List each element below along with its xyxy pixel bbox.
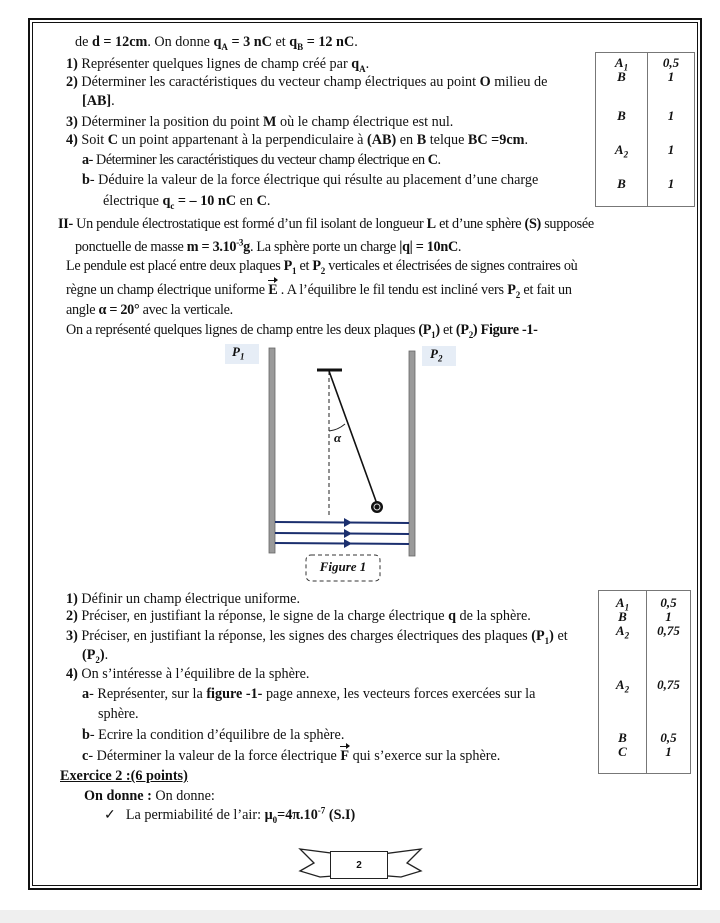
- charge-qa: $q_A = 3$ nC: [213, 34, 272, 52]
- score-points-value: 1: [667, 69, 675, 84]
- question-2-line-2: [AB].: [82, 93, 115, 109]
- question-number: 1): [66, 56, 78, 72]
- field-lines: [275, 518, 409, 548]
- text: et: [271, 34, 290, 50]
- score-points-value: 0,5: [660, 595, 677, 610]
- p2-question-4: 4) On s’intéresse à l’équilibre de la sphère.: [66, 666, 310, 682]
- field-line: [275, 543, 409, 544]
- score-points-value: 1: [665, 744, 672, 759]
- question-4b-line-2: électrique $q_c$ = – 10 nC en C.: [103, 193, 271, 211]
- part2-line-5: angle α = 20° avec la verticale.: [66, 302, 233, 318]
- charge-qb: $q_B = 12$ nC: [289, 34, 355, 52]
- pendulum-diagram: [220, 340, 460, 590]
- p1-label: $P_1$: [232, 344, 245, 362]
- score-levels: [599, 591, 647, 773]
- question-1: 1) Représenter quelques lignes de champ créé par $q_A$.: [66, 56, 370, 74]
- score-level: B: [617, 176, 626, 191]
- score-points: [647, 591, 690, 773]
- p2-question-4a: a- Représenter, sur la figure -1- page annexe, les vecteurs forces exercées sur la: [82, 686, 536, 702]
- score-points: [648, 53, 694, 206]
- score-level: B: [617, 108, 626, 123]
- p2-question-4a-line-2: sphère.: [98, 706, 139, 722]
- question-number: 2): [66, 74, 78, 90]
- question-4a: a- Déterminer les caractéristiques du vecteur champ électrique en C.: [82, 152, 441, 168]
- score-points-value: 0,5: [662, 55, 680, 70]
- score-points-value: 1: [667, 108, 675, 123]
- permeability-item: ✓ La permiabilité de l’air: $\mu_0=4\pi.10^{-7}$ (S.I): [104, 805, 356, 825]
- on-donne-line: On donne : On donne:: [84, 788, 215, 804]
- part2-line-6: On a représenté quelques lignes de champ entre les deux plaques $(P_1)$ et $(P_2)$ Figure -1-: [66, 322, 538, 340]
- text: de: [75, 34, 92, 50]
- field-vector-E: E: [268, 282, 278, 298]
- score-table-part2: [598, 590, 691, 774]
- field-arrow-icon: [344, 539, 352, 548]
- field-arrow-icon: [344, 529, 352, 538]
- field-line: [275, 533, 409, 534]
- question-4b: b- Déduire la valeur de la force électrique qui résulte au placement d’une charge: [82, 172, 539, 188]
- score-level: $A_1$: [614, 55, 629, 73]
- score-level: $A_1$: [615, 595, 630, 613]
- score-level: C: [618, 744, 627, 759]
- score-level: $A_2$: [615, 677, 630, 695]
- intro-line: de d = 12cm. On donne $q_A = 3$ nC et $q_B = 12$ nC.: [75, 34, 358, 52]
- field-arrow-icon: [344, 518, 352, 527]
- p2-question-4c: c- Déterminer la valeur de la force électrique F qui s’exerce sur la sphère.: [82, 748, 501, 764]
- sphere-s: [371, 501, 383, 513]
- p2-question-3: 3) Préciser, en justifiant la réponse, les signes des charges électriques des plaques $(P_1)$ et: [66, 628, 568, 646]
- score-level: $A_2$: [614, 142, 629, 160]
- distance-value: d = 12cm: [91, 34, 148, 50]
- plate-p2: [409, 351, 415, 556]
- p2-question-1: 1) Définir un champ électrique uniforme.: [66, 591, 301, 607]
- score-table-part1: [595, 52, 695, 207]
- score-level: B: [618, 609, 627, 624]
- part2-line-2: ponctuelle de masse $m = 3.10^{-3}g$. La sphère porte un charge |q| = 10nC.: [75, 237, 462, 255]
- p2-question-2: 2) Préciser, en justifiant la réponse, le signe de la charge électrique q de la sphère.: [66, 608, 531, 624]
- field-line: [275, 522, 409, 523]
- score-points-value: 0,75: [657, 677, 680, 692]
- score-points-value: 1: [665, 609, 672, 624]
- page-number: 2: [330, 851, 388, 879]
- p2-question-4b: b- Ecrire la condition d’équilibre de la sphère.: [82, 727, 345, 743]
- question-3: 3) Déterminer la position du point M où le champ électrique est nul.: [66, 114, 454, 130]
- figure-caption: Figure 1: [319, 559, 367, 574]
- question-2: 2) Déterminer les caractéristiques du vecteur champ électriques au point O milieu de: [66, 74, 548, 90]
- text: . On donne: [147, 34, 214, 50]
- score-points-value: 0,5: [660, 730, 677, 745]
- figure-1: [220, 340, 460, 590]
- alpha-label: α: [334, 430, 342, 445]
- p2-label: $P_2$: [430, 346, 443, 364]
- score-points-value: 1: [667, 176, 675, 191]
- viewer-bottom-bar: [0, 910, 720, 923]
- score-levels: [596, 53, 648, 206]
- question-number: 3): [66, 114, 78, 130]
- check-icon: ✓: [104, 807, 116, 823]
- force-vector-F: F: [340, 748, 350, 764]
- score-level: B: [617, 69, 626, 84]
- question-4: 4) Soit C un point appartenant à la perpendiculaire à (AB) en B telque BC =9cm.: [66, 132, 529, 148]
- score-level: $A_2$: [615, 623, 630, 641]
- exercise-2-title: Exercice 2 :(6 points): [60, 768, 188, 784]
- question-number: 4): [66, 132, 78, 148]
- part2-line-4: règne un champ électrique uniforme E . A l’équilibre le fil tendu est incliné vers $P_2$ et fait un: [66, 282, 572, 300]
- score-points-value: 1: [667, 142, 675, 157]
- score-level: B: [618, 730, 627, 745]
- section-heading: II-: [58, 216, 73, 232]
- plate-p1: [269, 348, 275, 553]
- part2-line-1: II- Un pendule électrostatique est formé d’un fil isolant de longueur L et d’une sphère (S) supposée: [58, 216, 594, 232]
- score-points-value: 0,75: [657, 623, 680, 638]
- part2-line-3: Le pendule est placé entre deux plaques $P_1$ et $P_2$ verticales et électrisées de signes contraires où: [66, 258, 578, 276]
- p2-question-3-line-2: $(P_2)$.: [82, 647, 109, 665]
